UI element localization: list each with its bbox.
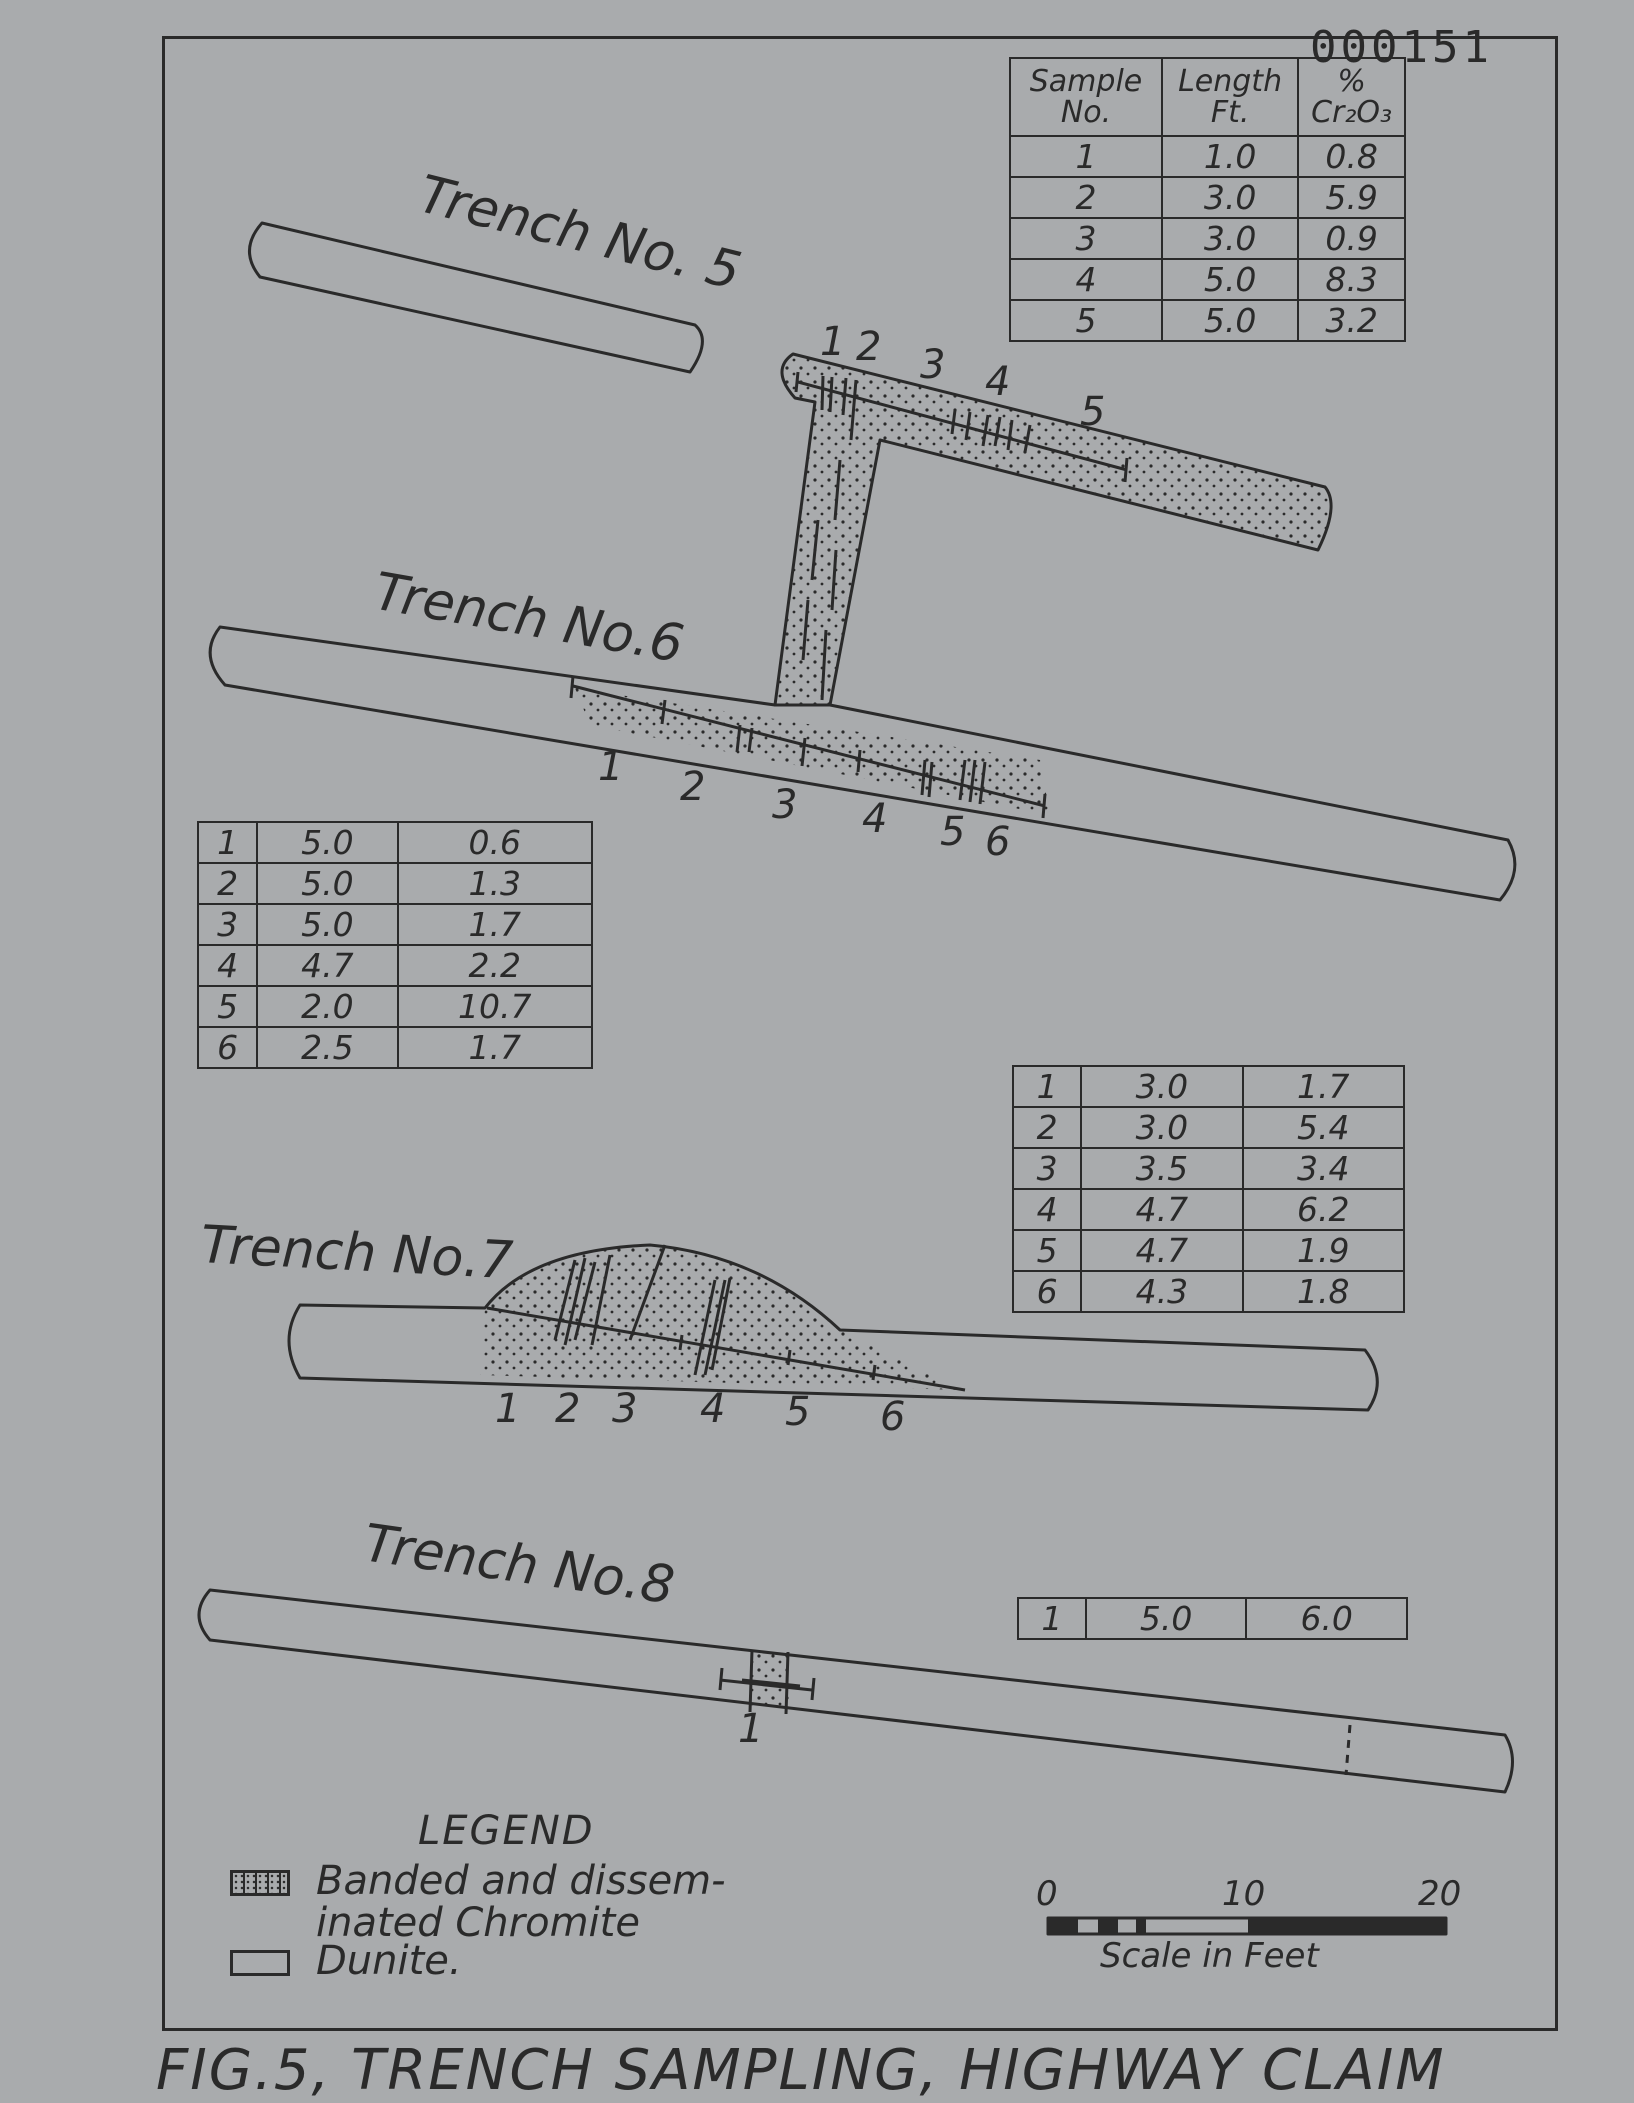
table-cell: 10.7 <box>398 986 592 1027</box>
table-cell: 2.2 <box>398 945 592 986</box>
table-cell: 3.0 <box>1081 1107 1242 1148</box>
table-cell: 1.7 <box>398 904 592 945</box>
scale-tick-0: 0 <box>1036 1874 1058 1914</box>
table-cell: 1.7 <box>1243 1066 1404 1107</box>
table-cell: 5.0 <box>1162 300 1298 341</box>
trench-8-mark-numbers <box>738 1706 763 1752</box>
trench-5-sample-table <box>1009 57 1406 342</box>
trench-5-label: Trench No. 5 <box>412 164 747 303</box>
table-cell: 1.9 <box>1243 1230 1404 1271</box>
header-length: Length Ft. <box>1162 58 1298 136</box>
table-cell: 5.9 <box>1298 177 1405 218</box>
legend-item-dunite <box>230 1940 462 1982</box>
table-cell: 1.8 <box>1243 1271 1404 1312</box>
trench-8-label: Trench No.8 <box>360 1513 678 1617</box>
trench-6-dotted-zone <box>575 688 1050 815</box>
table-cell: 4 <box>1013 1189 1081 1230</box>
table-row <box>1013 1148 1404 1189</box>
table-cell: 3.0 <box>1162 177 1298 218</box>
table-cell: 2 <box>1013 1107 1081 1148</box>
sample-mark: 1 <box>820 319 846 365</box>
table-cell: 2 <box>1010 177 1162 218</box>
sample-mark: 4 <box>862 796 888 842</box>
sample-mark: 1 <box>738 1706 764 1752</box>
trench-7-label: Trench No.7 <box>199 1215 515 1292</box>
table-row <box>1013 1066 1404 1107</box>
header-percent-cr2o3: % Cr₂O₃ <box>1298 58 1405 136</box>
sample-mark: 5 <box>785 1389 811 1435</box>
table-cell: 3.5 <box>1081 1148 1242 1189</box>
sample-mark: 3 <box>772 782 798 828</box>
table-row <box>1018 1598 1407 1639</box>
sample-mark: 6 <box>880 1394 906 1440</box>
sample-mark: 4 <box>700 1386 726 1432</box>
chromite-swatch <box>230 1870 290 1896</box>
table-cell: 3.0 <box>1081 1066 1242 1107</box>
table-cell: 4.7 <box>1081 1189 1242 1230</box>
table-cell: 4 <box>1010 259 1162 300</box>
sample-mark: 2 <box>680 764 706 810</box>
sample-mark: 5 <box>940 809 966 855</box>
legend-title: LEGEND <box>418 1808 595 1854</box>
table-row <box>1010 300 1405 341</box>
sample-mark: 3 <box>612 1386 638 1432</box>
table-row <box>198 986 592 1027</box>
header-sample-no: Sample No. <box>1010 58 1162 136</box>
table-row <box>198 863 592 904</box>
sample-mark: 3 <box>920 342 946 388</box>
sample-mark: 1 <box>495 1386 521 1432</box>
table-row <box>198 822 592 863</box>
scale-tick-20: 20 <box>1418 1874 1462 1914</box>
table-cell: 4.7 <box>1081 1230 1242 1271</box>
table-cell: 5 <box>198 986 257 1027</box>
table-cell: 4.7 <box>257 945 397 986</box>
table-cell: 3.4 <box>1243 1148 1404 1189</box>
table-cell: 5.0 <box>1086 1598 1247 1639</box>
table-cell: 5.0 <box>257 822 397 863</box>
table-cell: 6 <box>1013 1271 1081 1312</box>
table-cell: 3.0 <box>1162 218 1298 259</box>
sample-mark: 2 <box>856 324 882 370</box>
table-cell: 1.3 <box>398 863 592 904</box>
legend-label-line: Dunite. <box>316 1938 462 1984</box>
table-cell: 6.2 <box>1243 1189 1404 1230</box>
sample-mark: 4 <box>985 359 1011 405</box>
table-row <box>1010 177 1405 218</box>
table-cell: 2.0 <box>257 986 397 1027</box>
trench-6-sample-table <box>197 821 593 1069</box>
table-cell: 3 <box>198 904 257 945</box>
table-cell: 3 <box>1010 218 1162 259</box>
table-row <box>1010 218 1405 259</box>
table-cell: 3 <box>1013 1148 1081 1189</box>
trench-5-sampled-arm <box>775 354 1331 705</box>
dunite-swatch <box>230 1950 290 1976</box>
table-cell: 1 <box>1013 1066 1081 1107</box>
table-cell: 1.7 <box>398 1027 592 1068</box>
trench-7-dotted-zone <box>480 1245 960 1390</box>
table-cell: 1.0 <box>1162 136 1298 177</box>
table-cell: 5 <box>1013 1230 1081 1271</box>
trench-6-label: Trench No.6 <box>369 561 688 676</box>
table-row <box>1013 1107 1404 1148</box>
sample-mark: 2 <box>555 1386 581 1432</box>
legend-label-line: inated Chromite <box>316 1900 640 1946</box>
table-row <box>198 945 592 986</box>
table-cell: 1 <box>198 822 257 863</box>
table-cell: 4.3 <box>1081 1271 1242 1312</box>
table-row <box>198 1027 592 1068</box>
document-number: 000151 <box>1310 22 1493 73</box>
table-cell: 0.9 <box>1298 218 1405 259</box>
trench-8-sample-table <box>1017 1597 1408 1640</box>
sample-mark: 5 <box>1080 389 1106 435</box>
table-cell: 4 <box>198 945 257 986</box>
table-cell: 1 <box>1018 1598 1086 1639</box>
table-row <box>1010 136 1405 177</box>
legend-label-line: Banded and dissem- <box>316 1858 726 1904</box>
table-cell: 8.3 <box>1298 259 1405 300</box>
table-cell: 5.4 <box>1243 1107 1404 1148</box>
table-cell: 5.0 <box>1162 259 1298 300</box>
table-cell: 6 <box>198 1027 257 1068</box>
table-cell: 3.2 <box>1298 300 1405 341</box>
trench-7-sample-table <box>1012 1065 1405 1313</box>
table-cell: 6.0 <box>1246 1598 1407 1639</box>
table-row <box>1013 1230 1404 1271</box>
sample-mark: 1 <box>598 744 624 790</box>
sample-mark: 6 <box>985 819 1011 865</box>
table-row <box>1013 1271 1404 1312</box>
legend-item-chromite <box>230 1860 726 1944</box>
scale-tick-10: 10 <box>1222 1874 1266 1914</box>
table-cell: 2 <box>198 863 257 904</box>
table-cell: 0.6 <box>398 822 592 863</box>
table-cell: 5.0 <box>257 863 397 904</box>
table-cell: 2.5 <box>257 1027 397 1068</box>
figure-caption: FIG.5, TRENCH SAMPLING, HIGHWAY CLAIM <box>156 2038 1446 2103</box>
table-cell: 1 <box>1010 136 1162 177</box>
table-cell: 5.0 <box>257 904 397 945</box>
table-row <box>1013 1189 1404 1230</box>
table-row <box>1010 259 1405 300</box>
table-row <box>198 904 592 945</box>
table-cell: 0.8 <box>1298 136 1405 177</box>
table-cell: 5 <box>1010 300 1162 341</box>
scale-label: Scale in Feet <box>1100 1936 1319 1976</box>
